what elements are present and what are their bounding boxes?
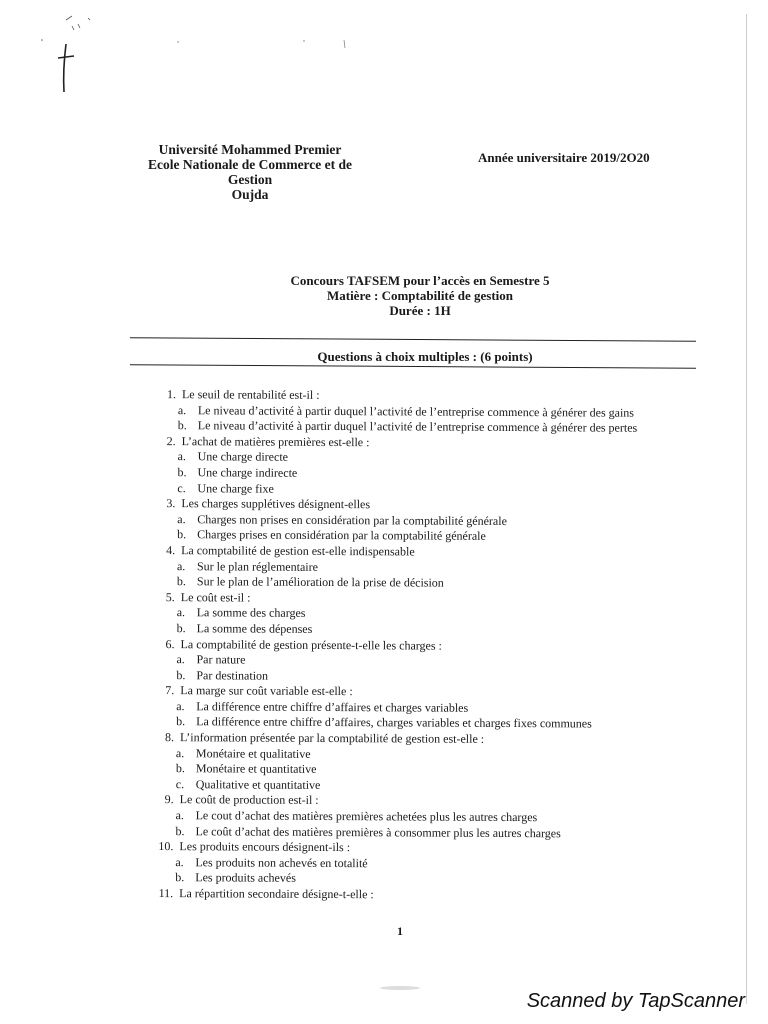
question-item bbox=[148, 730, 708, 796]
option-letter: b. bbox=[177, 527, 187, 542]
question-number: 5. bbox=[165, 589, 175, 604]
question-number: 10. bbox=[158, 839, 174, 854]
option-letter: c. bbox=[177, 480, 186, 495]
option-letter: a. bbox=[176, 699, 185, 714]
option-list bbox=[150, 403, 710, 437]
option-text: Charges prises en considération par la comptabilité générale bbox=[197, 527, 486, 544]
question-text: La comptabilité de gestion présente-t-elle les charges : bbox=[180, 636, 442, 653]
question-item bbox=[149, 543, 709, 593]
question-text: Le seuil de rentabilité est-il : bbox=[181, 387, 320, 402]
option-letter: b. bbox=[176, 714, 186, 729]
option-letter: a. bbox=[176, 558, 186, 573]
question-text: Le coût de production est-il : bbox=[179, 792, 319, 808]
option-text: Le niveau d’activité à partir duquel l’activité de l’entreprise commence à générer des pertes bbox=[197, 418, 638, 435]
option-text: La différence entre chiffre d’affaires et charges variables bbox=[196, 699, 469, 715]
question-text: Les charges supplétives désignent-elles bbox=[181, 496, 371, 512]
option-letter: b. bbox=[175, 870, 185, 885]
option-letter: a. bbox=[175, 854, 184, 870]
question-item bbox=[148, 636, 708, 686]
question-text: La comptabilité de gestion est-elle indispensable bbox=[181, 543, 415, 559]
institution-line: Ecole Nationale de Commerce et de bbox=[147, 157, 353, 172]
option-letter: a. bbox=[176, 652, 185, 667]
option-text: Charges non prises en considération par la comptabilité générale bbox=[197, 512, 507, 528]
option-text: Sur le plan réglementaire bbox=[196, 558, 318, 574]
question-item bbox=[149, 434, 709, 500]
question-number: 9. bbox=[164, 792, 174, 807]
question-item bbox=[149, 496, 709, 546]
question-text: La répartition secondaire désigne-t-elle : bbox=[179, 886, 374, 902]
option-list bbox=[148, 699, 708, 733]
page-number: 1 bbox=[397, 924, 403, 938]
question-item bbox=[149, 590, 709, 640]
question-number: 6. bbox=[165, 636, 175, 651]
option-letter: b. bbox=[176, 667, 186, 682]
option-text: La somme des charges bbox=[196, 605, 306, 621]
option-list bbox=[149, 605, 709, 639]
exam-title: Concours TAFSEM pour l’accès en Semestre 5 bbox=[290, 273, 550, 288]
exam-title-block bbox=[270, 273, 570, 318]
question-number: 8. bbox=[165, 730, 175, 745]
option-list bbox=[148, 652, 708, 686]
option-list bbox=[148, 746, 708, 796]
option-letter: a. bbox=[175, 808, 184, 823]
institution-line: Gestion bbox=[227, 172, 273, 187]
option-text: Le cout d’achat des matières premières achetées plus les autres charges bbox=[195, 808, 538, 825]
question-text: Les produits encours désignent-ils : bbox=[179, 839, 351, 855]
institution-line: Université Mohammed Premier bbox=[158, 142, 342, 157]
question-number: 3. bbox=[166, 496, 176, 511]
option-list bbox=[149, 512, 709, 546]
option-text: Le coût d’achat des matières premières à consommer plus les autres charges bbox=[195, 823, 561, 840]
option-text: Sur le plan de l’amélioration de la prise de décision bbox=[196, 574, 444, 590]
question-text: L’information présentée par la comptabilité de gestion est-elle : bbox=[180, 730, 485, 746]
question-item bbox=[147, 792, 707, 842]
option-text: Une charge directe bbox=[197, 449, 289, 465]
option-letter: b. bbox=[175, 761, 185, 776]
option-text: La somme des dépenses bbox=[196, 621, 313, 636]
option-list bbox=[147, 855, 707, 889]
option-text: Par destination bbox=[196, 667, 269, 683]
option-text: Les produits non achevés en totalité bbox=[195, 855, 368, 871]
option-letter: b. bbox=[176, 574, 186, 589]
question-number: 1. bbox=[166, 387, 176, 402]
option-letter: a. bbox=[177, 449, 186, 464]
exam-duration: Durée : 1H bbox=[389, 303, 451, 318]
question-list bbox=[147, 387, 710, 905]
question-text: L’achat de matières premières est-elle : bbox=[181, 433, 370, 450]
option-letter: b. bbox=[177, 465, 187, 480]
question-text: Le coût est-il : bbox=[180, 589, 251, 605]
option-text: Monétaire et qualitative bbox=[195, 745, 311, 761]
question-number: 7. bbox=[165, 683, 175, 698]
question-number: 11. bbox=[158, 886, 174, 901]
option-text: Le niveau d’activité à partir duquel l’activité de l’entreprise commence à générer des gains bbox=[197, 402, 635, 420]
option-list bbox=[149, 449, 709, 499]
option-list bbox=[149, 559, 709, 593]
option-text: Qualitative et quantitative bbox=[195, 777, 321, 792]
question-row bbox=[147, 886, 707, 905]
option-text: Les produits achevés bbox=[195, 870, 296, 886]
scan-smudge bbox=[380, 986, 420, 990]
divider-top bbox=[130, 337, 696, 341]
option-text: La différence entre chiffre d’affaires, charges variables et charges fixes communes bbox=[196, 714, 592, 731]
question-item bbox=[147, 839, 707, 889]
option-text: Une charge fixe bbox=[197, 480, 274, 496]
institution-header bbox=[140, 142, 360, 202]
option-letter: c. bbox=[175, 776, 185, 792]
exam-subject: Matière : Comptabilité de gestion bbox=[326, 288, 514, 303]
option-list bbox=[147, 808, 707, 842]
option-text: Monétaire et quantitative bbox=[195, 761, 317, 777]
question-item bbox=[150, 387, 710, 437]
option-letter: a. bbox=[177, 511, 186, 526]
option-letter: b. bbox=[177, 418, 187, 433]
institution-line: Oujda bbox=[231, 187, 269, 202]
option-letter: b. bbox=[175, 823, 185, 838]
option-letter: a. bbox=[177, 402, 187, 417]
question-text: La marge sur coût variable est-elle : bbox=[180, 683, 353, 699]
scan-marks bbox=[0, 0, 768, 120]
option-text: Une charge indirecte bbox=[197, 465, 298, 480]
question-number: 2. bbox=[166, 433, 176, 448]
question-item bbox=[147, 886, 707, 905]
section-title: Questions à choix multiples : (6 points) bbox=[317, 349, 533, 364]
question-number: 4. bbox=[166, 543, 176, 558]
academic-year: Année universitaire 2019/2O20 bbox=[478, 150, 650, 165]
option-letter: a. bbox=[176, 605, 186, 620]
option-letter: b. bbox=[176, 621, 186, 636]
scanner-watermark: Scanned by TapScanner bbox=[526, 990, 745, 1012]
option-letter: a. bbox=[175, 745, 185, 760]
scan-edge-line bbox=[746, 14, 747, 1004]
question-item bbox=[148, 683, 708, 733]
option-text: Par nature bbox=[196, 652, 246, 667]
